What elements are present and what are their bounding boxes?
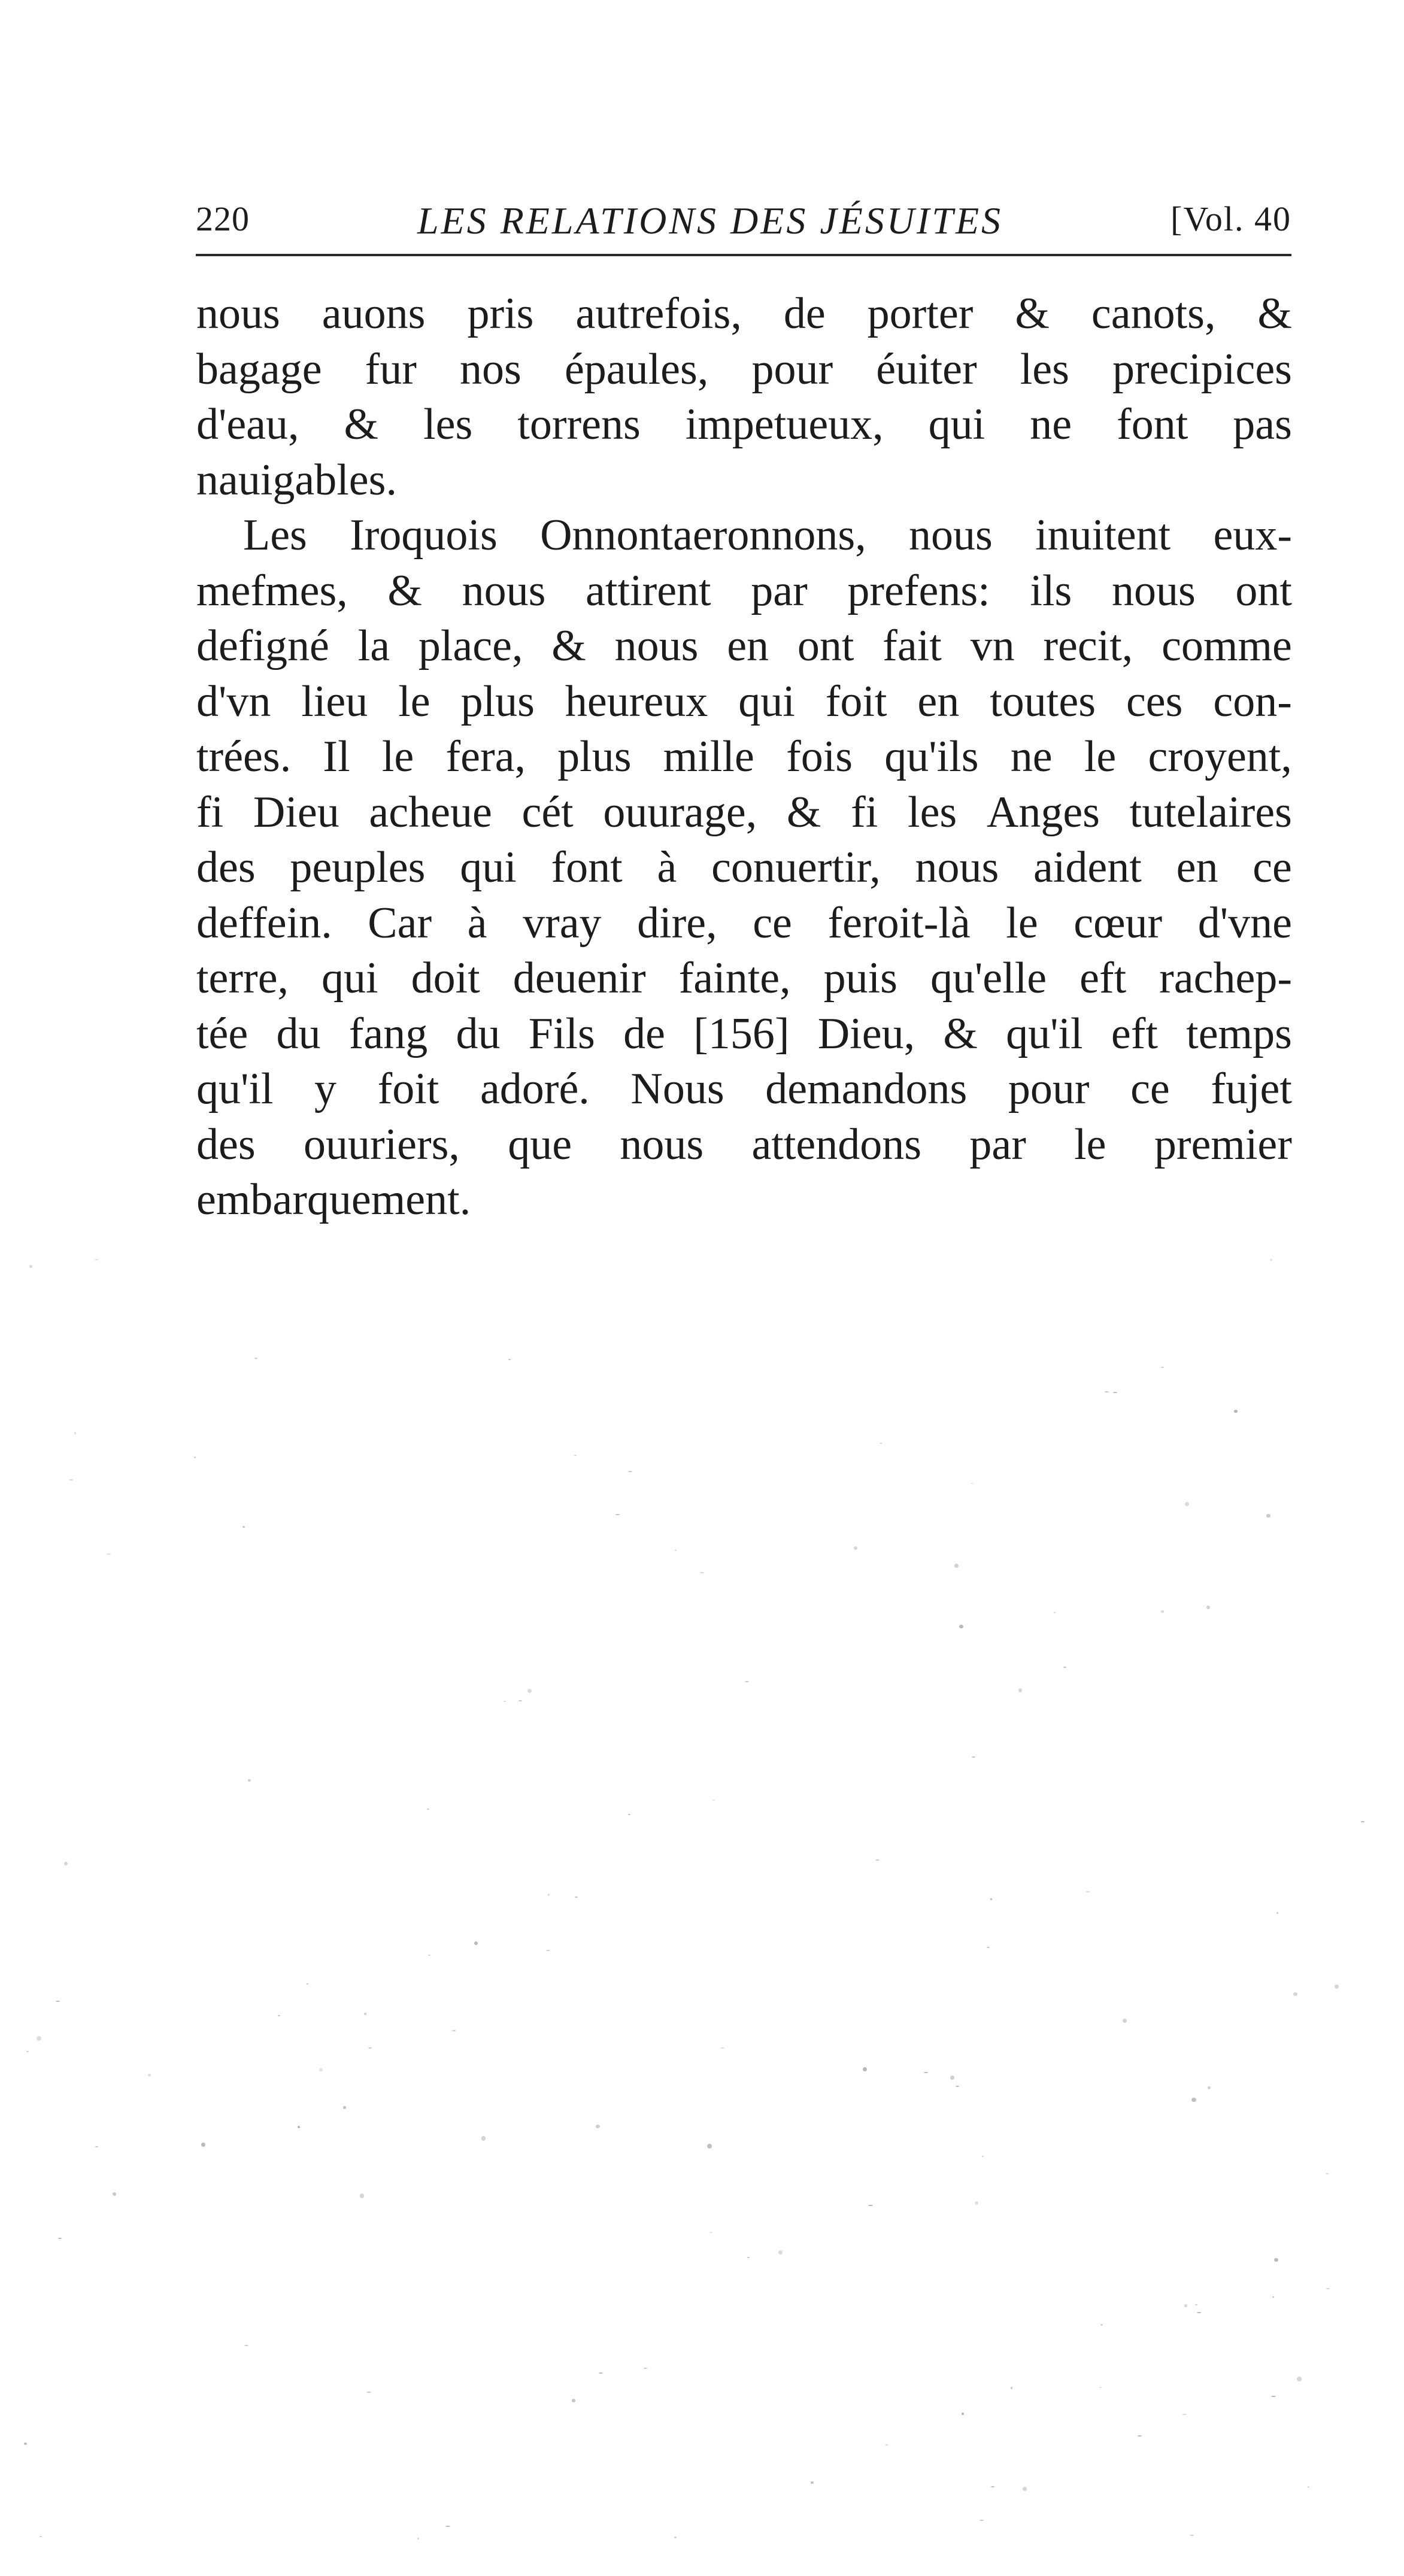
text-line: tée du fang du Fils de [156] Dieu, & qu'il eft temps <box>196 1009 1292 1058</box>
text-line: d'vn lieu le plus heureux qui foit en toutes ces con- <box>196 676 1292 726</box>
running-head <box>196 190 1291 256</box>
text-line: nauigables. <box>196 455 397 505</box>
running-title: LES RELATIONS DES JÉSUITES <box>417 199 1003 242</box>
body-text <box>196 286 1292 1228</box>
page-number: 220 <box>196 199 250 238</box>
text-line: mefmes, & nous attirent par prefens: ils nous ont <box>196 566 1292 615</box>
paragraph <box>196 508 1292 1228</box>
text-line: nous auons pris autrefois, de porter & canots, & <box>196 289 1292 338</box>
text-line: fi Dieu acheue cét ouurage, & fi les Anges tutelaires <box>196 787 1292 837</box>
text-line: des peuples qui font à conuertir, nous aident en ce <box>196 843 1292 892</box>
text-line: embarquement. <box>196 1175 471 1224</box>
header-rule <box>196 254 1291 256</box>
text-line: terre, qui doit deuenir fainte, puis qu'elle eft rachep- <box>196 954 1292 1003</box>
text-line: bagage fur nos épaules, pour éuiter les precipices <box>196 344 1292 394</box>
text-line: deffein. Car à vray dire, ce feroit-là le cœur d'vne <box>196 898 1292 948</box>
text-line: des ouuriers, que nous attendons par le premier <box>196 1119 1292 1169</box>
volume-label: [Vol. 40 <box>1170 199 1291 238</box>
text-line: qu'il y foit adoré. Nous demandons pour ce fujet <box>196 1064 1292 1113</box>
text-line: defigné la place, & nous en ont fait vn recit, comme <box>196 621 1292 670</box>
text-line: trées. Il le fera, plus mille fois qu'ils ne le croyent, <box>196 732 1292 781</box>
text-line: Les Iroquois Onnontaeronnons, nous inuitent eux- <box>243 511 1292 560</box>
paragraph <box>196 286 1292 508</box>
text-line: d'eau, & les torrens impetueux, qui ne font pas <box>196 400 1292 449</box>
